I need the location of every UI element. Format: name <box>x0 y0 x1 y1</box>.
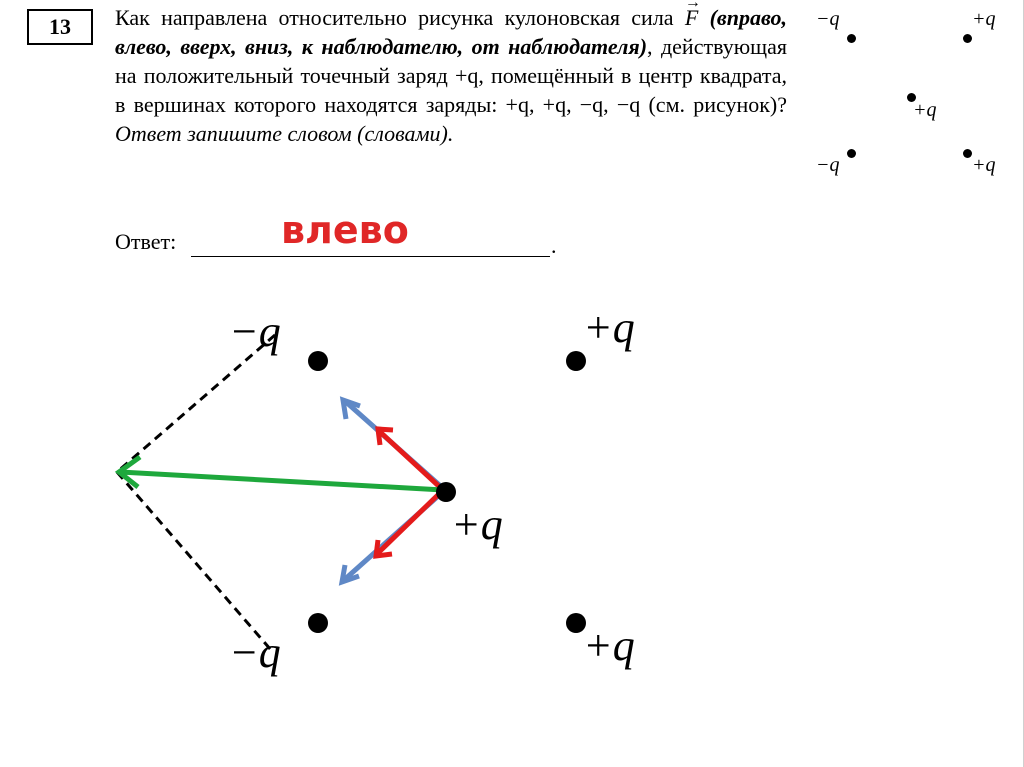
small-charge-top-right <box>963 34 972 43</box>
answer-label: Ответ: <box>115 229 177 254</box>
small-label-bottom-left: −q <box>816 154 840 176</box>
small-label-top-right: +q <box>972 8 996 30</box>
answer-value: влево <box>281 208 409 252</box>
charge-top-left <box>308 351 328 371</box>
red-force-lower-line <box>376 490 443 555</box>
question-line-1: Как направлена относительно рисунка кулоновская сила <box>115 5 685 30</box>
task-number: 13 <box>27 9 93 45</box>
answer-options: (вправо, влево, вверх, вниз, к наблюдателю, от наблюдателя) <box>115 5 788 59</box>
instruction-text: Ответ запишите словом (словами). <box>115 121 454 146</box>
charge-top-right <box>566 351 586 371</box>
question-text <box>115 3 787 148</box>
small-charge-bottom-right <box>963 149 972 158</box>
label-bottom-left: −q <box>229 628 281 677</box>
label-bottom-right: +q <box>583 621 635 670</box>
label-center: +q <box>451 500 503 549</box>
small-label-top-left: −q <box>816 8 840 30</box>
small-charge-figure <box>800 0 1024 190</box>
large-charge-figure <box>0 290 1024 700</box>
question-paragraph <box>115 3 787 148</box>
small-label-center: +q <box>913 99 937 121</box>
small-charge-top-left <box>847 34 856 43</box>
force-symbol: F → <box>685 3 698 32</box>
small-charge-bottom-left <box>847 149 856 158</box>
label-top-right: +q <box>583 303 635 352</box>
small-label-bottom-right: +q <box>972 154 996 176</box>
answer-line <box>191 256 550 257</box>
green-resultant-line <box>120 472 443 490</box>
answer-trailing-dot: . <box>551 233 557 258</box>
label-top-left: −q <box>229 307 281 356</box>
force-diagram <box>0 290 1024 700</box>
question-line-3: , действующая на положительный точечный заряд +q, помещённый в центр квадрата, в вершинах которого находятся заряды: +q, +q, −q, −q (см. рисунок)? <box>115 34 787 117</box>
red-force-upper-line <box>378 430 443 490</box>
dashed-construction-bottom <box>117 472 271 650</box>
charge-bottom-left <box>308 613 328 633</box>
